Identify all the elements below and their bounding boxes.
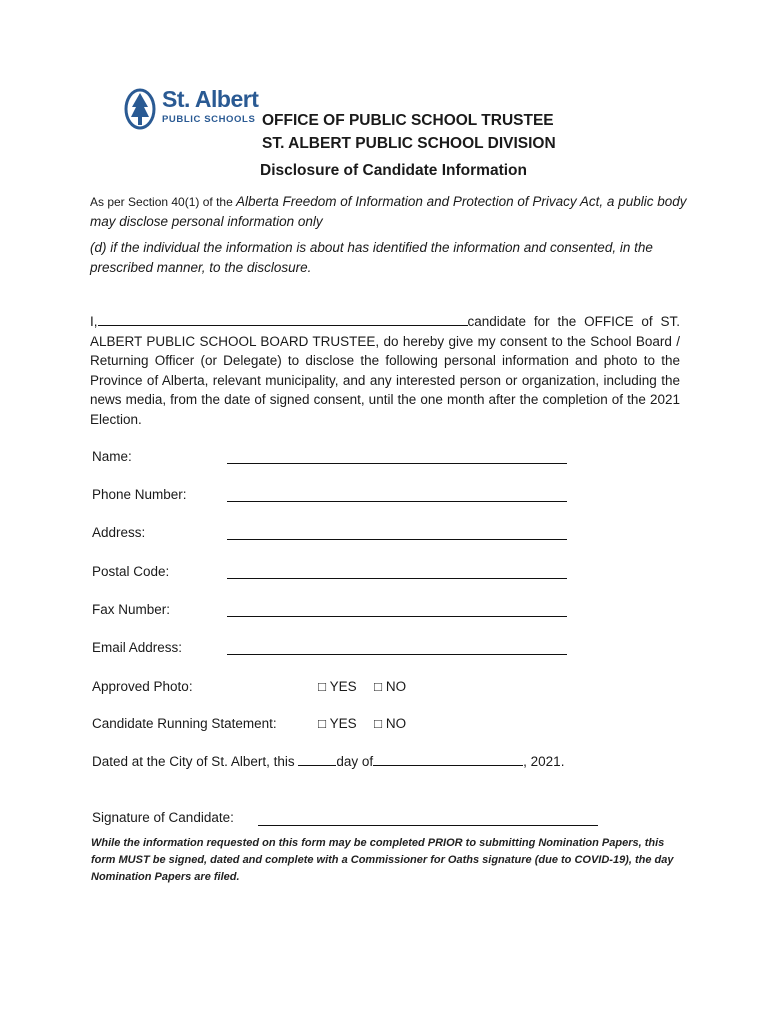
checkbox-icon: □ <box>318 679 327 694</box>
footnote: While the information requested on this form may be completed PRIOR to submitting Nomination Papers, this form MUST be signed, dated and complete with a Commissioner for Oaths signature (due to COVID-19), the day Nomination Papers are filed. <box>91 837 674 883</box>
no-label: NO <box>385 679 407 694</box>
postal-code-field[interactable] <box>227 578 567 579</box>
form-title: Disclosure of Candidate Information <box>260 162 527 179</box>
phone-label: Phone Number: <box>92 487 187 502</box>
candidate-name-blank[interactable] <box>98 314 468 326</box>
yes-label: YES <box>329 716 357 731</box>
email-label: Email Address: <box>92 640 183 655</box>
checkbox-icon: □ <box>374 679 383 694</box>
division-heading: ST. ALBERT PUBLIC SCHOOL DIVISION <box>262 135 556 152</box>
consent-paragraph <box>90 312 680 429</box>
logo-subtitle: PUBLIC SCHOOLS <box>162 114 256 125</box>
month-blank[interactable] <box>373 754 523 766</box>
name-field[interactable] <box>227 463 567 464</box>
phone-field[interactable] <box>227 501 567 502</box>
signature-label: Signature of Candidate: <box>92 810 234 825</box>
dated-line <box>92 754 564 769</box>
address-label: Address: <box>92 525 146 540</box>
signature-field[interactable] <box>258 825 598 826</box>
photo-no-checkbox[interactable] <box>374 679 406 694</box>
legal-rest: , a public body may disclose personal information only <box>90 194 687 229</box>
consent-body: candidate for the OFFICE of ST. ALBERT PUBLIC SCHOOL BOARD TRUSTEE, do hereby give my consent to the School Board / Returning Officer (or Delegate) to disclose the following personal information and photo to the Province of Alberta, relevant municipality, and any interested person or organization, including the news media, from the date of signed consent, until the one month after the completion of the 2021 Election. <box>90 314 680 427</box>
legal-paragraph-2: (d) if the individual the information is about has identified the information and consented, in the prescribed manner, to the disclosure. <box>90 240 653 275</box>
day-blank[interactable] <box>298 754 336 766</box>
day-of-label: day of <box>336 754 374 769</box>
legal-paragraph-1 <box>90 192 690 232</box>
fax-field[interactable] <box>227 616 567 617</box>
office-heading: OFFICE OF PUBLIC SCHOOL TRUSTEE <box>262 112 554 129</box>
fax-label: Fax Number: <box>92 602 171 617</box>
consent-prefix: I, <box>90 314 98 329</box>
act-name: Alberta Freedom of Information and Protection of Privacy Act <box>236 194 600 209</box>
st-albert-crest-icon <box>124 87 158 131</box>
statement-no-checkbox[interactable] <box>374 716 406 731</box>
photo-yes-checkbox[interactable] <box>318 679 357 694</box>
yes-label: YES <box>329 679 357 694</box>
dated-prefix: Dated at the City of St. Albert, this <box>92 754 295 769</box>
name-label: Name: <box>92 449 132 464</box>
address-field[interactable] <box>227 539 567 540</box>
logo-name: St. Albert <box>162 86 259 112</box>
running-statement-label: Candidate Running Statement: <box>92 716 277 731</box>
checkbox-icon: □ <box>374 716 383 731</box>
statement-yes-checkbox[interactable] <box>318 716 357 731</box>
approved-photo-label: Approved Photo: <box>92 679 193 694</box>
no-label: NO <box>385 716 407 731</box>
school-logo <box>124 86 259 131</box>
checkbox-icon: □ <box>318 716 327 731</box>
postal-code-label: Postal Code: <box>92 564 170 579</box>
year-label: , 2021. <box>523 754 565 769</box>
email-field[interactable] <box>227 654 567 655</box>
legal-prefix: As per Section 40(1) of the <box>90 195 233 209</box>
